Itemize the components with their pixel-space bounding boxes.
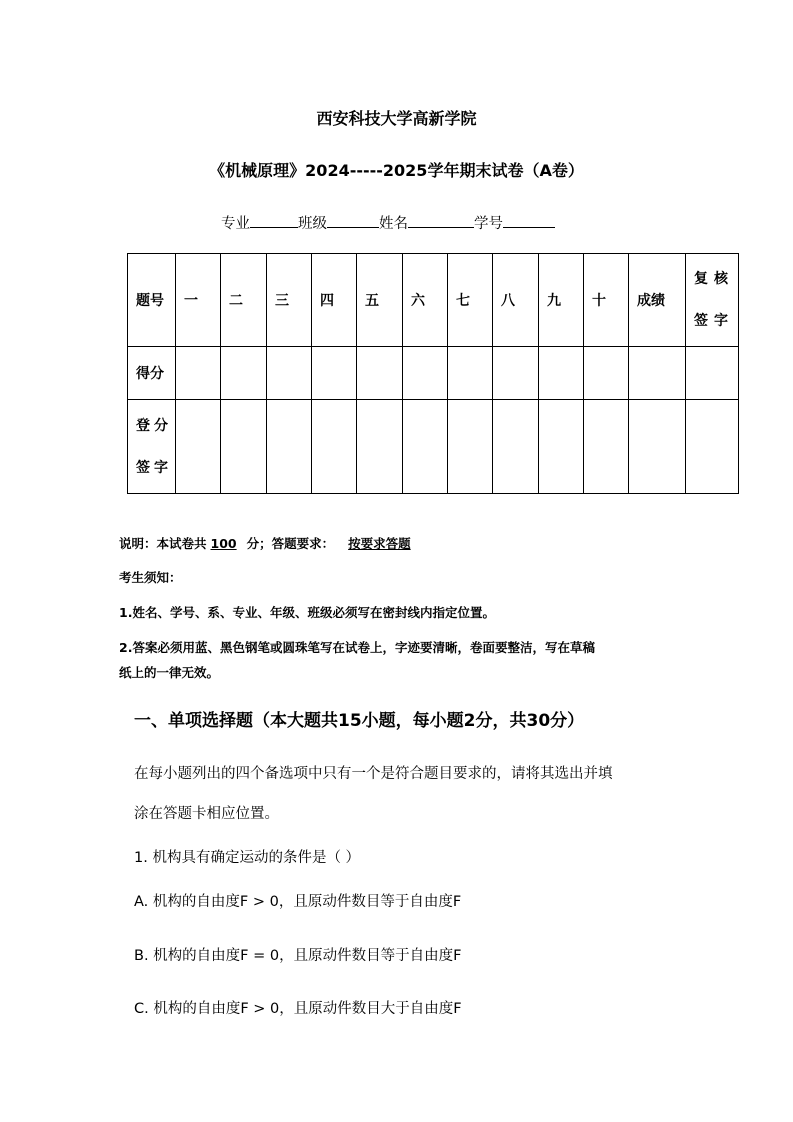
score-table (127, 253, 739, 494)
score-cell[interactable] (267, 347, 312, 400)
score-cell[interactable] (403, 347, 448, 400)
signature-label-line2: 签字 (136, 459, 172, 476)
column-header: 二 (221, 254, 267, 347)
major-field[interactable] (250, 213, 298, 228)
column-header: 一 (176, 254, 221, 347)
score-cell[interactable] (221, 347, 267, 400)
signature-cell[interactable] (629, 400, 686, 494)
score-cell[interactable] (686, 347, 739, 400)
column-header-total: 成绩 (629, 254, 686, 347)
signature-cell[interactable] (267, 400, 312, 494)
answer-requirement: 按要求答题 (348, 536, 411, 551)
score-cell[interactable] (357, 347, 403, 400)
signature-cell[interactable] (686, 400, 739, 494)
signature-cell[interactable] (357, 400, 403, 494)
column-header: 九 (539, 254, 584, 347)
signature-label-line1: 登分 (136, 417, 172, 434)
column-header: 七 (448, 254, 493, 347)
row-label-question-number: 题号 (128, 254, 176, 347)
major-label: 专业 (221, 216, 250, 232)
class-field[interactable] (327, 213, 379, 228)
signature-cell[interactable] (539, 400, 584, 494)
student-info-fields (221, 212, 555, 233)
name-field[interactable] (408, 213, 474, 228)
school-name: 西安科技大学高新学院 (316, 109, 477, 128)
score-cell[interactable] (493, 347, 539, 400)
signature-row (128, 400, 739, 494)
notice-item-1: 1.姓名、学号、系、专业、年级、班级必须写在密封线内指定位置。 (119, 605, 495, 620)
section-description-line2: 涂在答题卡相应位置。 (134, 806, 279, 822)
note-mid: 分；答题要求： (246, 536, 335, 551)
section-heading: 一、单项选择题（本大题共15小题，每小题2分，共30分） (134, 711, 585, 731)
column-header: 八 (493, 254, 539, 347)
score-cell[interactable] (312, 347, 357, 400)
column-header: 十 (584, 254, 629, 347)
exam-note (119, 534, 477, 552)
signature-cell[interactable] (176, 400, 221, 494)
signature-cell[interactable] (403, 400, 448, 494)
score-cell[interactable] (629, 347, 686, 400)
signature-cell[interactable] (448, 400, 493, 494)
signature-cell[interactable] (493, 400, 539, 494)
section-description-line1: 在每小题列出的四个备选项中只有一个是符合题目要求的，请将其选出并填 (134, 766, 613, 782)
question-1: 1. 机构具有确定运动的条件是（ ） (134, 850, 361, 866)
option-a[interactable]: A. 机构的自由度F > 0，且原动件数目等于自由度F (134, 894, 462, 910)
total-score: 100 (210, 536, 237, 551)
signature-cell[interactable] (584, 400, 629, 494)
score-cell[interactable] (584, 347, 629, 400)
review-label-line2: 签字 (694, 313, 734, 329)
row-label-score: 得分 (128, 347, 176, 400)
column-header: 四 (312, 254, 357, 347)
column-header: 六 (403, 254, 448, 347)
exam-title: 《机械原理》2024-----2025学年期末试卷（A卷） (209, 161, 584, 180)
column-header: 五 (357, 254, 403, 347)
notice-item-2-line1: 2.答案必须用蓝、黑色钢笔或圆珠笔写在试卷上，字迹要清晰，卷面要整洁，写在草稿 (119, 640, 595, 655)
note-prefix: 说明：本试卷共 (119, 536, 207, 551)
column-header-review (686, 254, 739, 347)
notice-title: 考生须知： (119, 570, 182, 585)
question-number-row (128, 254, 739, 347)
name-label: 姓名 (379, 216, 408, 232)
student-id-field[interactable] (503, 213, 555, 228)
score-row (128, 347, 739, 400)
score-cell[interactable] (448, 347, 493, 400)
notice-item-2-line2: 纸上的一律无效。 (119, 665, 220, 680)
option-b[interactable]: B. 机构的自由度F = 0，且原动件数目等于自由度F (134, 948, 462, 964)
row-label-signature (128, 400, 176, 494)
student-id-label: 学号 (474, 216, 503, 232)
option-c[interactable]: C. 机构的自由度F > 0，且原动件数目大于自由度F (134, 1001, 462, 1017)
column-header: 三 (267, 254, 312, 347)
signature-cell[interactable] (221, 400, 267, 494)
class-label: 班级 (298, 216, 327, 232)
score-cell[interactable] (539, 347, 584, 400)
score-cell[interactable] (176, 347, 221, 400)
review-label-line1: 复核 (694, 271, 734, 287)
signature-cell[interactable] (312, 400, 357, 494)
